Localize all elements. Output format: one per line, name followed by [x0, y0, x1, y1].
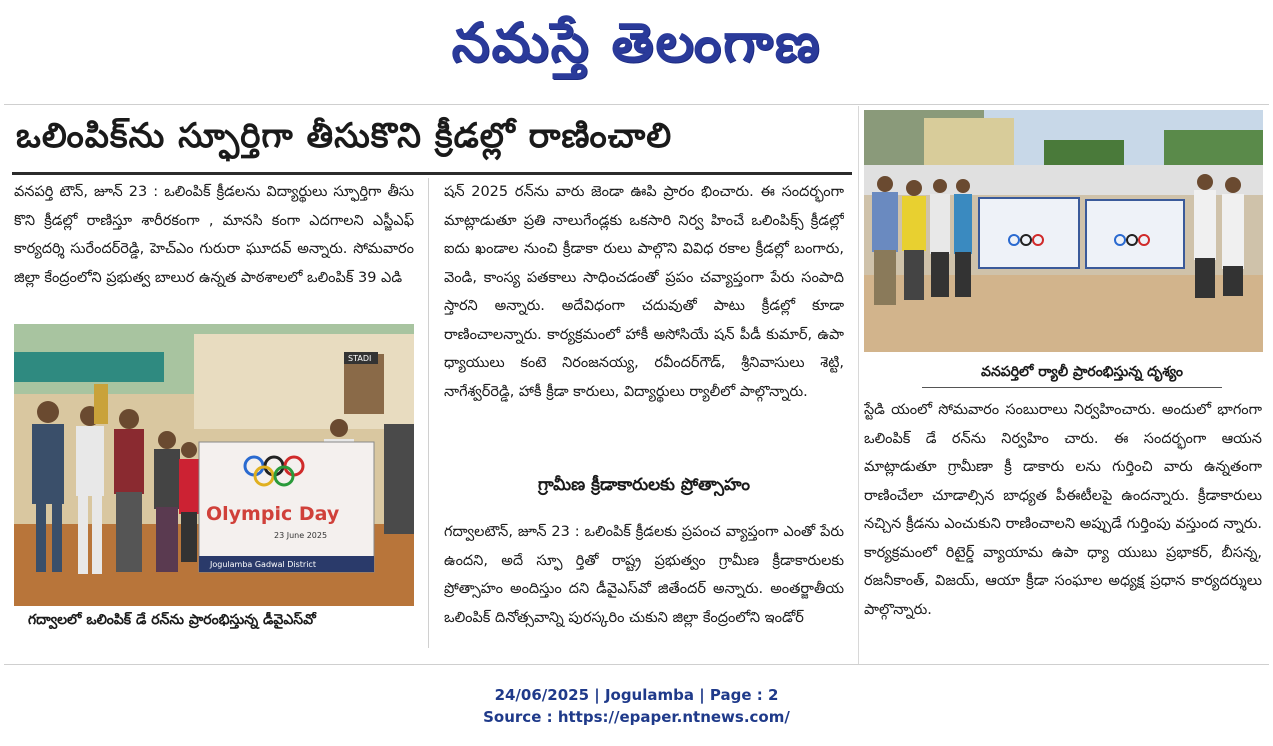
olympic-day-photo-illustration: [14, 324, 414, 606]
column-divider: [858, 106, 859, 664]
top-divider: [4, 104, 1269, 105]
masthead-title: నమస్తే తెలంగాణ: [451, 10, 822, 74]
building-sign: STADI: [348, 354, 372, 363]
side-article: [862, 106, 1269, 666]
headline: ఒలింపిక్‌ను స్ఫూర్తిగా తీసుకొని క్రీడల్లో రాణించాలి: [16, 116, 673, 156]
headline-underline: [12, 172, 852, 175]
banner-date: 23 June 2025: [274, 531, 328, 540]
banner-district: Jogulamba Gadwal District: [210, 560, 316, 569]
article-column-1: [14, 178, 414, 318]
article-column-2b: [444, 518, 844, 663]
article-text: స్టేడి యంలో సోమవారం సంబురాలు నిర్వహించారు. అందులో భాగంగా ఒలింపిక్ డే రన్‌ను నిర్వహిం చారు. ఈ సందర్భంగా ఆయన మాట్లాడుతూ గ్రామీణా క్రీ డాకారు లను గుర్తించి వారు ఉన్నతంగా రాణించేలా చూడాల్సిన బాధ్యత పీఈటీలపై ఉందన్నారు. క్రీడాకారులు నచ్చిన క్రీడను ఎంచుకుని రాణించాలని అప్పుడే గుర్తింపు వస్తుంద న్నారు. కార్యక్రమంలో రిటైర్డ్ వ్యాయామ ఉపా ధ్యా యుబు ప్రభాకర్, బీసన్న, రజనీకాంత్, విజయ్, ఆయా క్రీడా సంఘాల అధ్యక్ష ప్రధాన కార్యదర్శులు పాల్గొన్నారు.: [864, 402, 1262, 618]
photo-caption-2: వనపర్తిలో ర్యాలీ ప్రారంభిస్తున్న దృశ్యం: [980, 364, 1183, 380]
side-article-text-column: [864, 396, 1262, 656]
olympic-day-photo: [14, 324, 414, 606]
article-text: గద్వాలటౌన్, జూన్ 23 : ఒలింపిక్ క్రీడలకు ప్రపంచ వ్యాప్తంగా ఎంతో పేరు ఉందని, అదే స్ఫూ ర్తితో రాష్ట్ర ప్రభుత్వం గ్రామీణ క్రీడాకారులకు ప్రోత్సాహం అందిస్తుం దని డీవైఎస్‌వో జితేందర్ అన్నారు. అంతర్జాతీయ ఒలింపిక్ దినోత్సవాన్ని పురస్కరిం చుకుని జిల్లా కేంద్రంలోని ఇండోర్: [444, 524, 844, 626]
photo-caption-1: గద్వాలలో ఒలింపిక్ డే రన్‌ను ప్రారంభిస్తున్న డీవైఎస్‌వో: [28, 612, 316, 628]
article-text: షన్ 2025 రన్‌ను వారు జెండా ఊపి ప్రారం భించారు. ఈ సందర్భంగా మాట్లాడుతూ ప్రతి నాలుగేండ్లకు ఒకసారి నిర్వ హించే ఒలింపిక్స్ క్రీడల్లో ఐదు ఖండాల నుంచి క్రీడాకా రులు పాల్గొని వివిధ రకాల క్రీడల్లో బంగారు, వెండి, కాంస్య పతకాలు సాధించడంతో ప్రపం చవ్యాప్తంగా పేరు సంపాది స్తారని అన్నారు. అదేవిధంగా చదువుతో పాటు క్రీడల్లో కూడా రాణించాలన్నారు. కార్యక్రమంలో హాకీ అసోసియే షన్ పీడీ కుమార్, ఉపా ధ్యాయులు కంటె నిరంజనయ్య, రవీందర్‌గౌడ్, శ్రీనివాసులు శెట్టి, నాగేశ్వర్‌రెడ్డి, హాకీ క్రీడా కారులు, విద్యార్థులు ర్యాలీలో పాల్గొన్నారు.: [444, 184, 844, 400]
main-article: [4, 106, 856, 666]
article-text: వనపర్తి టౌన్, జూన్ 23 : ఒలింపిక్ క్రీడలను విద్యార్థులు స్ఫూర్తిగా తీసు కొని క్రీడల్లో రాణిస్తూ శారీరకంగా , మానసి కంగా ఎదగాలని ఎస్జీఎఫ్ కార్యదర్శి సురేందర్‌రెడ్డి, హెచ్‌ఎం గురురా ఘూదవ్ అన్నారు. సోమవారం జిల్లా కేంద్రంలోని ప్రభుత్వ బాలుర ఉన్నత పాఠశాలలో ఒలింపిక్ 39 ఎడి: [14, 184, 414, 286]
caption-underline: [922, 387, 1222, 388]
bottom-divider: [4, 664, 1269, 665]
masthead: [0, 0, 1273, 98]
footer: [0, 684, 1273, 728]
sub-headline: గ్రామీణ క్రీడాకారులకు ప్రోత్సాహం: [538, 475, 750, 495]
banner-title: Olympic Day: [206, 503, 340, 525]
footer-source-link[interactable]: Source : https://epaper.ntnews.com/: [483, 708, 790, 726]
footer-date-edition: 24/06/2025 | Jogulamba | Page : 2: [494, 686, 779, 704]
inner-column-divider: [428, 178, 429, 648]
rally-photo-illustration: [864, 110, 1263, 352]
rally-photo: [864, 110, 1263, 352]
